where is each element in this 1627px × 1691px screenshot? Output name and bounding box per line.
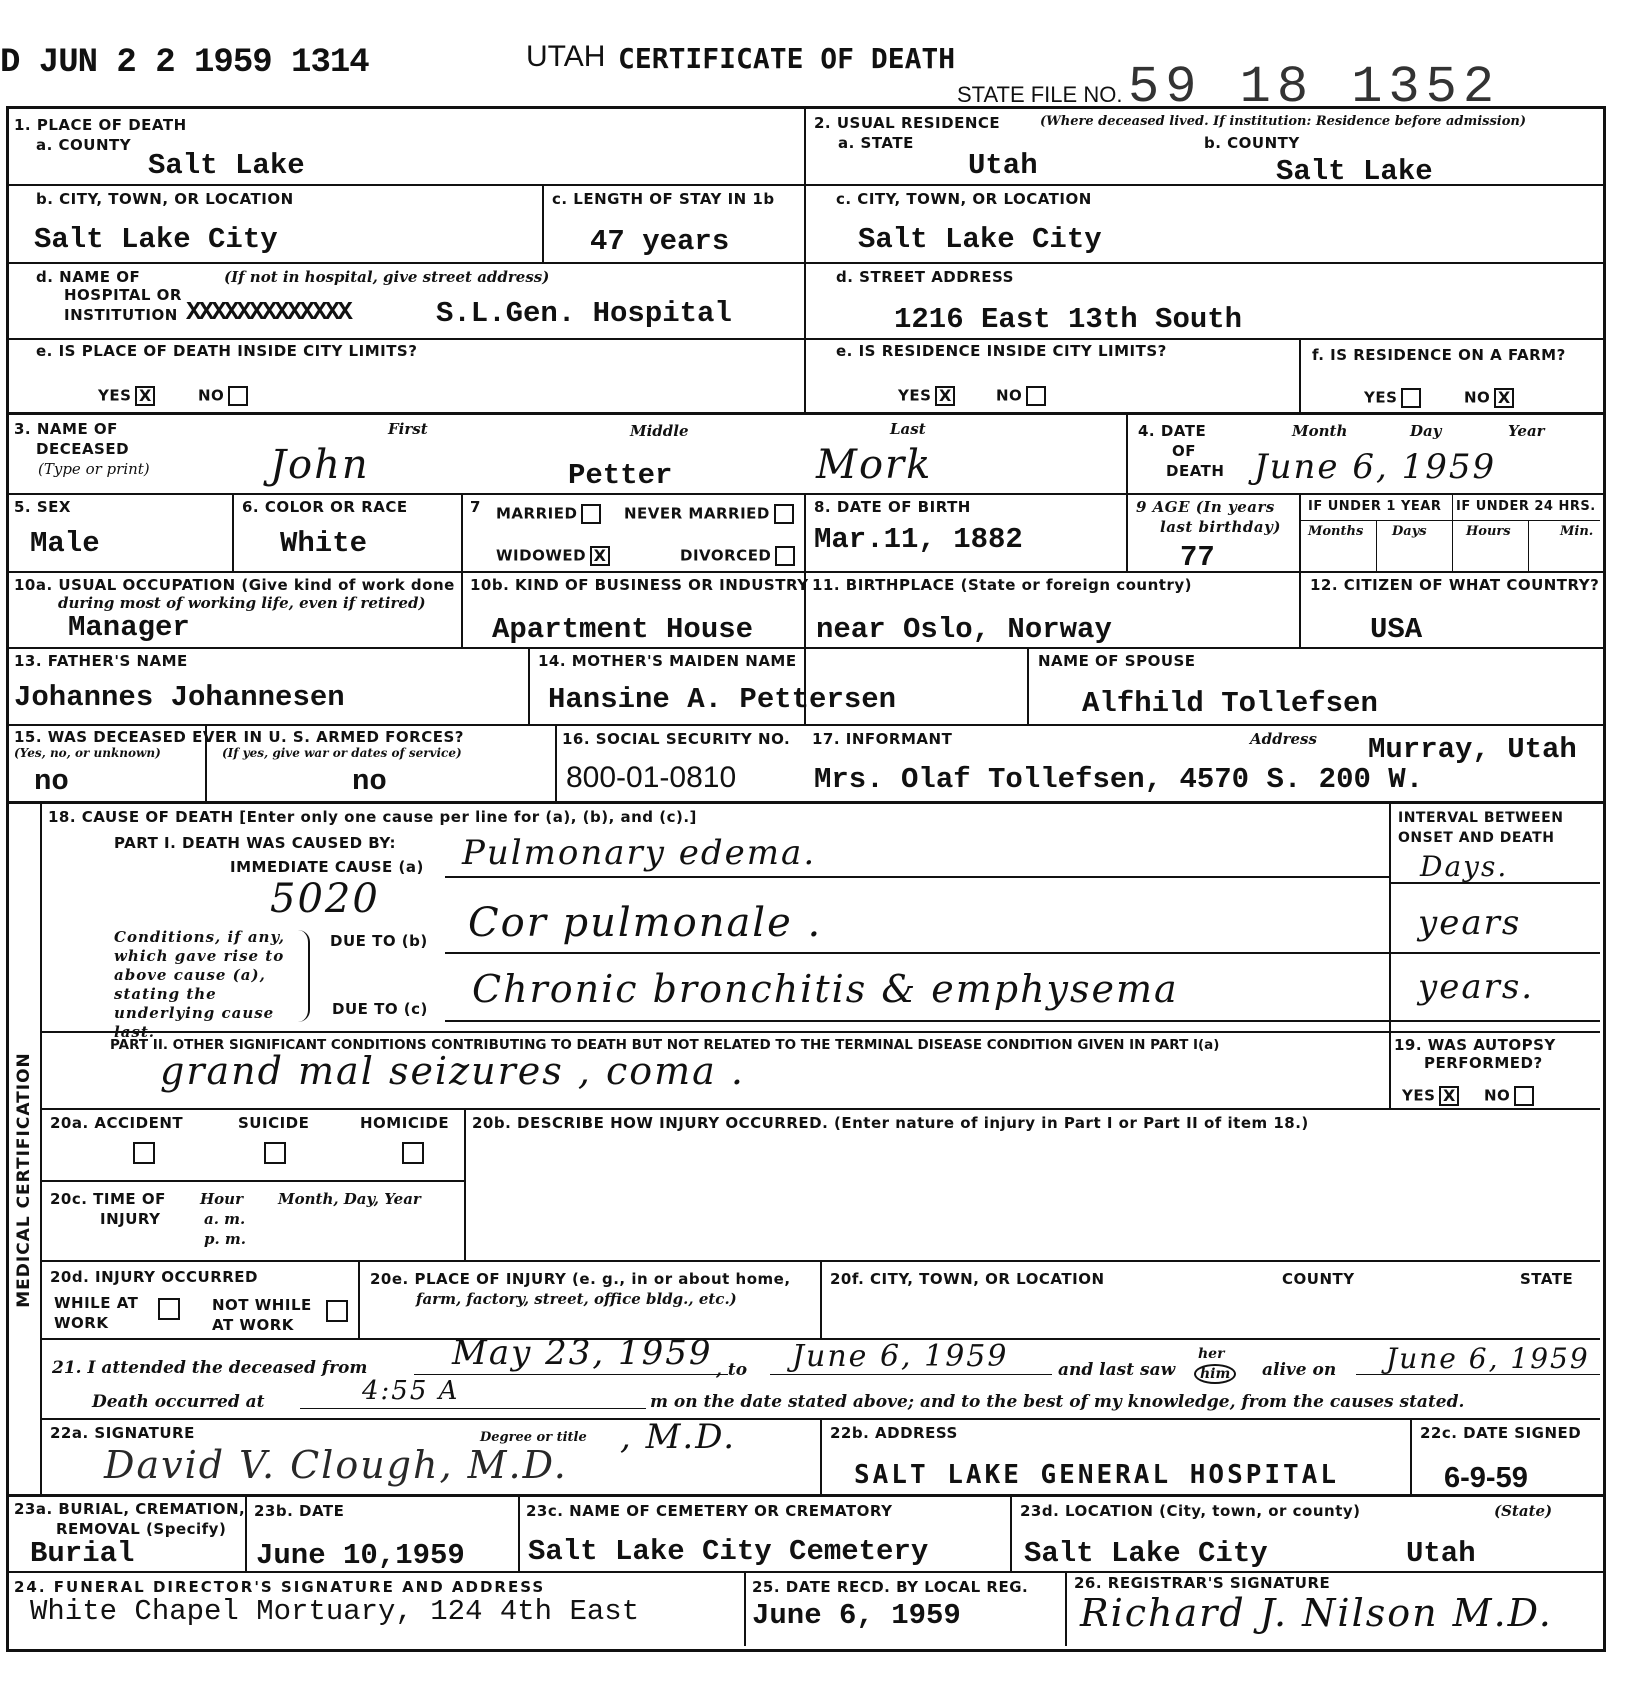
death-city-label: b. CITY, TOWN, OR LOCATION [36, 190, 294, 208]
while-at-work-checkbox[interactable] [158, 1298, 180, 1320]
due-to-b: Cor pulmonale . [468, 900, 823, 946]
her-label: her [1198, 1346, 1225, 1362]
date-of-death: June 6, 1959 [1254, 447, 1497, 487]
last-name: Mork [816, 442, 933, 488]
min-label: Min. [1560, 524, 1594, 539]
to-label: , to [716, 1360, 748, 1380]
birthplace-label: 11. BIRTHPLACE (State or foreign country) [812, 576, 1192, 594]
burial-state-label: (State) [1494, 1502, 1553, 1520]
middle-name: Petter [568, 459, 673, 492]
while-at-work-label-2: WORK [54, 1314, 109, 1332]
year-label: Year [1508, 422, 1545, 440]
registrar-signature: Richard J. Nilson M.D. [1080, 1591, 1553, 1635]
forces-note-1: (Yes, no, or unknown) [14, 746, 161, 760]
accident-label: 20a. ACCIDENT [50, 1114, 184, 1132]
alive-on-date: June 6, 1959 [1386, 1342, 1590, 1375]
birthplace: near Oslo, Norway [816, 613, 1112, 646]
attended-label: 21. I attended the deceased from [52, 1358, 368, 1378]
res-city-label: c. CITY, TOWN, OR LOCATION [836, 190, 1092, 208]
signature-label: 22a. SIGNATURE [50, 1424, 195, 1442]
res-inside-limits-label: e. IS RESIDENCE INSIDE CITY LIMITS? [836, 342, 1167, 360]
married-label: MARRIED [496, 504, 601, 524]
injury-city-label: 20f. CITY, TOWN, OR LOCATION [830, 1270, 1105, 1288]
dob: Mar.11, 1882 [814, 523, 1023, 556]
date-signed-label: 22c. DATE SIGNED [1420, 1424, 1582, 1442]
part2-label: PART II. OTHER SIGNIFICANT CONDITIONS CONTRIBUTING TO DEATH BUT NOT RELATED TO THE TERMINAL DISEASE CONDITION GIVEN IN PART I(a) [110, 1037, 1220, 1053]
age-label-1: 9 AGE (In years [1136, 498, 1275, 516]
business: Apartment House [492, 613, 754, 646]
age-label-2: last birthday) [1160, 518, 1281, 536]
occurred-tail: m on the date stated above; and to the best of my knowledge, from the causes stated. [650, 1392, 1465, 1412]
occupation-label-2: during most of working life, even if retired) [58, 594, 426, 612]
dob-label: 8. DATE OF BIRTH [814, 498, 971, 516]
death-county: Salt Lake [148, 149, 305, 182]
hospital-strikeout: XXXXXXXXXXXXX [186, 297, 350, 327]
father-label: 13. FATHER'S NAME [14, 652, 188, 670]
sex: Male [30, 527, 100, 560]
hospital-note: (If not in hospital, give street address) [224, 268, 550, 286]
burial-method-label-2: REMOVAL (Specify) [56, 1520, 227, 1538]
burial-location-label: 23d. LOCATION (City, town, or county) [1020, 1502, 1361, 1520]
due-to-c: Chronic bronchitis & emphysema [472, 967, 1179, 1011]
while-at-work-label-1: WHILE AT [54, 1294, 139, 1312]
date-of-death-label-2: OF [1172, 442, 1196, 460]
race: White [280, 527, 368, 560]
pm-label: p. m. [204, 1230, 247, 1248]
res-inside-no-checkbox[interactable] [1026, 386, 1046, 406]
funeral-director: White Chapel Mortuary, 124 4th East [30, 1595, 640, 1628]
forces-answer: no [34, 765, 69, 798]
signature-address: SALT LAKE GENERAL HOSPITAL [854, 1460, 1339, 1490]
ssn-label: 16. SOCIAL SECURITY NO. [562, 730, 791, 748]
burial-method: Burial [30, 1537, 135, 1570]
informant-city: Murray, Utah [1368, 733, 1577, 766]
res-street-label: d. STREET ADDRESS [836, 268, 1014, 286]
burial-state: Utah [1406, 1537, 1476, 1570]
injury-state-label: STATE [1520, 1270, 1574, 1288]
immediate-cause-label: IMMEDIATE CAUSE (a) [230, 858, 424, 876]
never-married-checkbox[interactable] [774, 504, 794, 524]
him-label: him [1194, 1364, 1236, 1384]
age: 77 [1180, 541, 1215, 574]
cemetery-label: 23c. NAME OF CEMETERY OR CREMATORY [526, 1502, 893, 1520]
race-label: 6. COLOR OR RACE [242, 498, 408, 516]
occurred-at-label: Death occurred at [92, 1392, 265, 1412]
autopsy-no-checkbox[interactable] [1514, 1086, 1534, 1106]
father-name: Johannes Johannesen [14, 681, 345, 714]
registrar-signature-label: 26. REGISTRAR'S SIGNATURE [1074, 1574, 1331, 1592]
divorced-label: DIVORCED [680, 546, 795, 566]
suicide-checkbox[interactable] [264, 1142, 286, 1164]
autopsy-yes-checkbox[interactable]: X [1439, 1086, 1459, 1106]
cemetery: Salt Lake City Cemetery [528, 1535, 929, 1568]
date-signed: 6-9-59 [1444, 1462, 1528, 1494]
disease-code: 5020 [270, 876, 380, 922]
conditions-note: Conditions, if any, which gave rise to above cause (a), stating the underlying cause last. [114, 928, 285, 1041]
part2-conditions: grand mal seizures , coma . [160, 1049, 745, 1093]
months-label: Months [1308, 524, 1364, 539]
stay-label: c. LENGTH OF STAY IN 1b [552, 190, 775, 208]
time-of-injury-label-1: 20c. TIME OF [50, 1190, 166, 1208]
res-county-label: b. COUNTY [1204, 134, 1300, 152]
informant: Mrs. Olaf Tollefsen, 4570 S. 200 W. [814, 763, 1424, 796]
form-title-prefix: UTAH [526, 40, 606, 73]
hospital-label-1: d. NAME OF [36, 268, 141, 286]
physician-title: , M.D. [620, 1417, 737, 1457]
burial-date-label: 23b. DATE [254, 1502, 345, 1520]
item1-label: 1. PLACE OF DEATH [14, 116, 187, 134]
forces-dates: no [352, 765, 387, 798]
autopsy-no: NO [1484, 1086, 1534, 1106]
state-file-number: 59 18 1352 [1128, 58, 1501, 117]
mdy-label: Month, Day, Year [278, 1190, 421, 1208]
item3-label: 3. NAME OF [14, 420, 118, 438]
autopsy-yes: YES X [1402, 1086, 1459, 1106]
place-of-injury-label-1: 20e. PLACE OF INJURY (e. g., in or about home, [370, 1270, 791, 1288]
ssn: 800-01-0810 [566, 761, 737, 794]
res-city: Salt Lake City [858, 223, 1102, 256]
never-married-label: NEVER MARRIED [624, 504, 794, 524]
describe-injury-label: 20b. DESCRIBE HOW INJURY OCCURRED. (Enter nature of injury in Part I or Part II of item 18.) [472, 1114, 1309, 1132]
attended-to: June 6, 1959 [792, 1339, 1009, 1374]
suicide-label: SUICIDE [238, 1114, 310, 1132]
informant-label: 17. INFORMANT [812, 730, 953, 748]
funeral-director-label: 24. FUNERAL DIRECTOR'S SIGNATURE AND ADDRESS [14, 1578, 546, 1596]
medical-certification-label: MEDICAL CERTIFICATION [14, 1052, 34, 1308]
last-name-label: Last [890, 420, 926, 438]
spouse-name: Alfhild Tollefsen [1082, 687, 1378, 720]
form-title: CERTIFICATE OF DEATH [618, 42, 956, 75]
farm-yes: YES [1364, 388, 1421, 408]
item2-label: 2. USUAL RESIDENCE [814, 114, 1001, 132]
spouse-label: NAME OF SPOUSE [1038, 652, 1196, 670]
death-inside-no-checkbox[interactable] [228, 386, 248, 406]
hospital-name: S.L.Gen. Hospital [436, 297, 732, 330]
res-inside-yes: YES X [898, 386, 955, 406]
date-recd: June 6, 1959 [752, 1599, 961, 1632]
item7-label: 7 [470, 498, 481, 516]
last-saw-label: and last saw [1058, 1360, 1176, 1380]
res-street: 1216 East 13th South [894, 303, 1243, 336]
item3-label-2: DECEASED [36, 440, 130, 458]
death-inside-limits-label: e. IS PLACE OF DEATH INSIDE CITY LIMITS? [36, 342, 418, 360]
receipt-stamp: D JUN 2 2 1959 1314 [0, 44, 369, 82]
not-while-label-1: NOT WHILE [212, 1296, 312, 1314]
death-inside-limits-no: NO [198, 386, 248, 406]
divorced-checkbox[interactable] [775, 546, 795, 566]
citizen-label: 12. CITIZEN OF WHAT COUNTRY? [1310, 576, 1600, 594]
homicide-checkbox[interactable] [402, 1142, 424, 1164]
burial-date: June 10,1959 [256, 1539, 465, 1572]
forces-label: 15. WAS DECEASED EVER IN U. S. ARMED FORCES? [14, 728, 464, 746]
date-of-death-label-3: DEATH [1166, 462, 1225, 480]
autopsy-label-1: 19. WAS AUTOPSY [1394, 1036, 1556, 1054]
interval-b: years [1418, 903, 1522, 943]
autopsy-label-2: PERFORMED? [1424, 1054, 1543, 1072]
homicide-label: HOMICIDE [360, 1114, 450, 1132]
res-state-label: a. STATE [838, 134, 914, 152]
hospital-label-3: INSTITUTION [64, 306, 178, 324]
signature-address-label: 22b. ADDRESS [830, 1424, 958, 1442]
days-label: Days [1392, 524, 1427, 539]
death-city: Salt Lake City [34, 223, 278, 256]
farm-label: f. IS RESIDENCE ON A FARM? [1312, 346, 1566, 364]
hospital-label-2: HOSPITAL OR [64, 286, 182, 304]
day-label: Day [1410, 422, 1442, 440]
res-inside-yes-checkbox[interactable]: X [935, 386, 955, 406]
res-county: Salt Lake [1276, 155, 1433, 188]
interval-label: INTERVAL BETWEEN ONSET AND DEATH [1398, 810, 1564, 846]
hours-label: Hours [1466, 524, 1511, 539]
burial-location: Salt Lake City [1024, 1537, 1268, 1570]
due-to-b-label: DUE TO (b) [330, 932, 428, 950]
occurred-time: 4:55 A [362, 1376, 460, 1406]
cause-label: 18. CAUSE OF DEATH [Enter only one cause per line for (a), (b), and (c).] [48, 808, 697, 826]
married-checkbox[interactable] [581, 504, 601, 524]
month-label: Month [1292, 422, 1348, 440]
res-state: Utah [968, 149, 1038, 182]
middle-name-label: Middle [630, 422, 689, 440]
interval-a: Days. [1420, 850, 1509, 883]
stay-length: 47 years [590, 225, 730, 258]
death-inside-limits-yes: YES X [98, 386, 155, 406]
occupation: Manager [68, 611, 190, 644]
not-while-label-2: AT WORK [212, 1316, 294, 1334]
injury-county-label: COUNTY [1282, 1270, 1355, 1288]
burial-method-label-1: 23a. BURIAL, CREMATION, [14, 1500, 246, 1518]
hour-label: Hour [200, 1190, 243, 1208]
farm-yes-checkbox[interactable] [1401, 388, 1421, 408]
citizen: USA [1370, 613, 1423, 646]
accident-checkbox[interactable] [133, 1142, 155, 1164]
death-county-label: a. COUNTY [36, 136, 132, 154]
residence-note: (Where deceased lived. If institution: Residence before admission) [1040, 114, 1527, 129]
signature-degree: Degree or title [480, 1430, 587, 1445]
farm-no: NO X [1464, 388, 1514, 408]
am-label: a. m. [204, 1210, 246, 1228]
date-recd-label: 25. DATE RECD. BY LOCAL REG. [752, 1578, 1029, 1596]
mother-name: Hansine A. Pettersen [548, 683, 897, 716]
death-inside-yes-checkbox[interactable]: X [135, 386, 155, 406]
time-of-injury-label-2: INJURY [100, 1210, 161, 1228]
occupation-label-1: 10a. USUAL OCCUPATION (Give kind of work done [14, 576, 455, 594]
business-label: 10b. KIND OF BUSINESS OR INDUSTRY [470, 576, 809, 594]
part1-label: PART I. DEATH WAS CAUSED BY: [114, 834, 396, 852]
widowed-checkbox[interactable]: X [590, 546, 610, 566]
forces-note-2: (If yes, give war or dates of service) [222, 746, 462, 760]
injury-occurred-label: 20d. INJURY OCCURRED [50, 1268, 258, 1286]
attended-from: May 23, 1959 [452, 1333, 713, 1373]
not-while-checkbox[interactable] [326, 1300, 348, 1322]
farm-no-checkbox[interactable]: X [1494, 388, 1514, 408]
under-1-year-label: IF UNDER 1 YEAR [1308, 499, 1442, 514]
conditions-brace [298, 930, 310, 1022]
informant-address-label: Address [1250, 730, 1317, 748]
place-of-injury-label-2: farm, factory, street, office bldg., etc.) [416, 1290, 737, 1308]
physician-signature: David V. Clough, M.D. [104, 1443, 568, 1487]
date-of-death-label-1: 4. DATE [1138, 422, 1207, 440]
state-file-label: STATE FILE NO. [957, 82, 1123, 107]
first-name: John [270, 442, 370, 488]
item3-note: (Type or print) [38, 460, 150, 478]
res-inside-no: NO [996, 386, 1046, 406]
sex-label: 5. SEX [14, 498, 71, 516]
under-24-hrs-label: IF UNDER 24 HRS. [1456, 499, 1596, 514]
mother-label: 14. MOTHER'S MAIDEN NAME [538, 652, 797, 670]
alive-on-label: alive on [1262, 1360, 1337, 1380]
interval-c: years. [1418, 967, 1535, 1007]
widowed-label: WIDOWED X [496, 546, 610, 566]
immediate-cause: Pulmonary edema. [462, 833, 817, 873]
first-name-label: First [388, 420, 428, 438]
due-to-c-label: DUE TO (c) [332, 1000, 428, 1018]
